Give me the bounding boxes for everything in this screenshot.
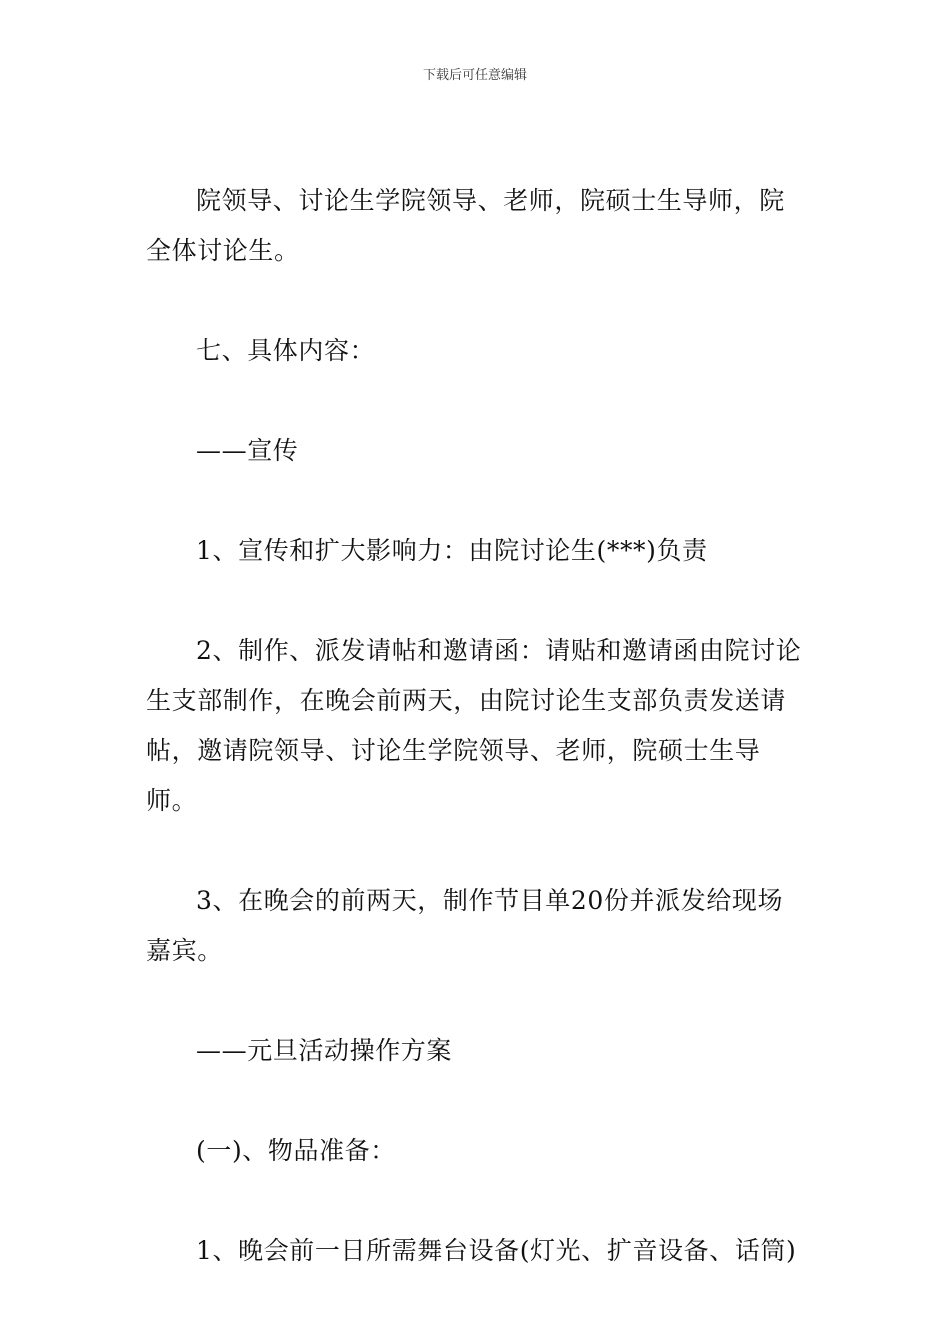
paragraph-publicity-heading: ——宣传 <box>196 436 299 465</box>
paragraph-supplies-heading: (一)、物品准备： <box>196 1136 396 1165</box>
page-header: 下载后可任意编辑 <box>422 68 527 83</box>
paragraph-item-3-programs: 3、在晚会的前两天，制作节目单20份并派发给现场嘉宾。 <box>146 886 784 965</box>
paragraph-item-2-invitations: 2、制作、派发请帖和邀请函：请贴和邀请函由院讨论生支部制作，在晚会前两天，由院讨论生支部负责发送请帖，邀请院领导、讨论生学院领导、老师，院硕士生导师。 <box>146 636 802 815</box>
document-body <box>146 176 808 1276</box>
paragraph-supplies-item-1: 1、晚会前一日所需舞台设备(灯光、扩音设备、话筒) <box>196 1236 797 1265</box>
paragraph-attendees: 院领导、讨论生学院领导、老师，院硕士生导师，院全体讨论生。 <box>146 186 785 265</box>
paragraph-item-1-publicity: 1、宣传和扩大影响力：由院讨论生(***)负责 <box>196 536 708 565</box>
paragraph-section-seven: 七、具体内容： <box>196 336 376 365</box>
paragraph-operation-plan-heading: ——元旦活动操作方案 <box>196 1036 453 1065</box>
